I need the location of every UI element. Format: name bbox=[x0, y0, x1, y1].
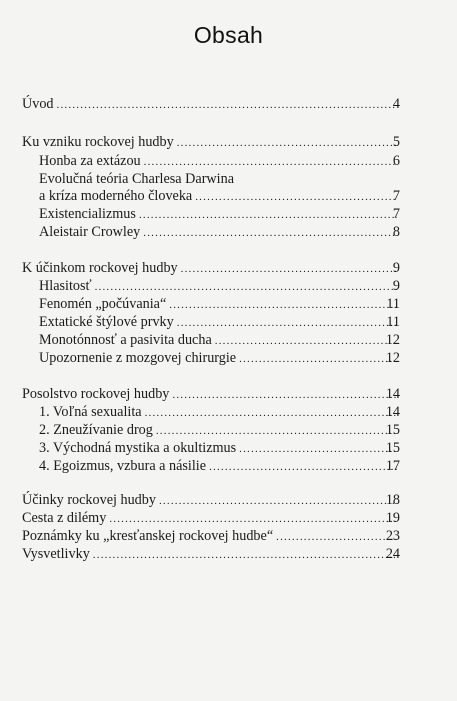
toc-entry-label: Cesta z dilémy bbox=[22, 510, 107, 526]
toc-entry-label: Extatické štýlové prvky bbox=[39, 314, 174, 330]
toc-page-number: 14 bbox=[385, 386, 400, 402]
toc-entry-label: 2. Zneužívanie drog bbox=[39, 422, 153, 438]
dot-leader bbox=[172, 389, 397, 401]
dot-leader bbox=[215, 335, 397, 347]
toc-entry-label: Úvod bbox=[22, 96, 54, 112]
toc-entry-hlasitost[interactable] bbox=[39, 278, 400, 298]
toc-page-number: 9 bbox=[392, 278, 400, 294]
toc-entry-posolstvo[interactable] bbox=[22, 386, 400, 406]
toc-page-number: 11 bbox=[386, 296, 400, 312]
toc-page-number: 17 bbox=[385, 458, 400, 474]
dot-leader bbox=[177, 317, 397, 329]
dot-leader bbox=[195, 191, 397, 203]
dot-leader bbox=[177, 137, 397, 149]
toc-page-number: 12 bbox=[385, 350, 400, 366]
toc-entry-kriza[interactable] bbox=[39, 188, 400, 208]
page-title: Obsah bbox=[193, 22, 264, 48]
toc-entry-label: Monotónnosť a pasivita ducha bbox=[39, 332, 212, 348]
toc-page-number: 6 bbox=[392, 153, 400, 169]
toc-entry-label: Hlasitosť bbox=[39, 278, 92, 294]
toc-entry-vychodna-mystika[interactable] bbox=[39, 440, 400, 460]
toc-page-number: 19 bbox=[385, 510, 400, 526]
dot-leader bbox=[144, 156, 397, 168]
toc-entry-label: Účinky rockovej hudby bbox=[22, 492, 156, 508]
toc-entry-monotonnost[interactable] bbox=[39, 332, 400, 352]
toc-entry-k-ucinkom[interactable] bbox=[22, 260, 400, 280]
toc-entry-label: Upozornenie z mozgovej chirurgie bbox=[39, 350, 237, 366]
dot-leader bbox=[95, 281, 397, 293]
toc-entry-ucinky[interactable] bbox=[22, 492, 400, 512]
toc-entry-label: Poznámky ku „kresťanskej rockovej hudbe“ bbox=[22, 528, 274, 544]
toc-entry-label: 1. Voľná sexualita bbox=[39, 404, 142, 420]
dot-leader bbox=[145, 407, 397, 419]
toc-entry-egoizmus[interactable] bbox=[39, 458, 400, 478]
toc-entry-fenomen[interactable] bbox=[39, 296, 400, 316]
toc-entry-vysvetlivky[interactable] bbox=[22, 546, 400, 566]
toc-page-number: 4 bbox=[392, 96, 400, 112]
toc-entry-zneuzivanie[interactable] bbox=[39, 422, 400, 442]
dot-leader bbox=[139, 209, 397, 221]
toc-page-number: 23 bbox=[385, 528, 400, 544]
toc-entry-uvod[interactable] bbox=[22, 96, 400, 116]
toc-entry-honba[interactable] bbox=[39, 153, 400, 173]
toc-page-number: 7 bbox=[392, 206, 400, 222]
toc-page-number: 7 bbox=[392, 188, 400, 204]
toc-entry-upozornenie[interactable] bbox=[39, 350, 400, 370]
toc-entry-poznamky[interactable] bbox=[22, 528, 400, 548]
toc-entry-extaticke[interactable] bbox=[39, 314, 400, 334]
dot-leader bbox=[159, 495, 397, 507]
toc-entry-label: Posolstvo rockovej hudby bbox=[22, 386, 170, 402]
toc-page-number: 12 bbox=[385, 332, 400, 348]
toc-entry-label: K účinkom rockovej hudby bbox=[22, 260, 178, 276]
toc-entry-existencializmus[interactable] bbox=[39, 206, 400, 226]
toc-page-number: 15 bbox=[385, 422, 400, 438]
toc-entry-label: Honba za extázou bbox=[39, 153, 141, 169]
dot-leader bbox=[143, 227, 397, 239]
dot-leader bbox=[109, 513, 397, 525]
toc-page-number: 14 bbox=[385, 404, 400, 420]
toc-entry-label: Vysvetlivky bbox=[22, 546, 90, 562]
toc-entry-label: Fenomén „počúvania“ bbox=[39, 296, 167, 312]
toc-page-number: 11 bbox=[386, 314, 400, 330]
toc-entry-cesta[interactable] bbox=[22, 510, 400, 530]
toc-entry-volna-sexualita[interactable] bbox=[39, 404, 400, 424]
toc-page-number: 9 bbox=[392, 260, 400, 276]
toc-entry-label: 3. Východná mystika a okultizmus bbox=[39, 440, 237, 456]
toc-entry-ku-vzniku[interactable] bbox=[22, 134, 400, 154]
toc-entry-crowley[interactable] bbox=[39, 224, 400, 244]
toc-entry-label: a kríza moderného človeka bbox=[39, 188, 193, 204]
toc-entry-label: 4. Egoizmus, vzbura a násilie bbox=[39, 458, 207, 474]
dot-leader bbox=[169, 299, 397, 311]
toc-entry-label: Ku vzniku rockovej hudby bbox=[22, 134, 174, 150]
dot-leader bbox=[93, 549, 397, 561]
dot-leader bbox=[209, 461, 397, 473]
toc-page-number: 8 bbox=[392, 224, 400, 240]
toc-page-number: 24 bbox=[385, 546, 400, 562]
dot-leader bbox=[181, 263, 397, 275]
dot-leader bbox=[156, 425, 397, 437]
toc-entry-label: Existencializmus bbox=[39, 206, 136, 222]
dot-leader bbox=[57, 99, 397, 111]
toc-page-number: 15 bbox=[385, 440, 400, 456]
dot-leader bbox=[239, 353, 397, 365]
dot-leader bbox=[239, 443, 397, 455]
toc-entry-label: Evolučná teória Charlesa Darwina bbox=[39, 171, 234, 187]
toc-page-number: 18 bbox=[385, 492, 400, 508]
toc-page-number: 5 bbox=[392, 134, 400, 150]
toc-entry-label: Aleistair Crowley bbox=[39, 224, 141, 240]
